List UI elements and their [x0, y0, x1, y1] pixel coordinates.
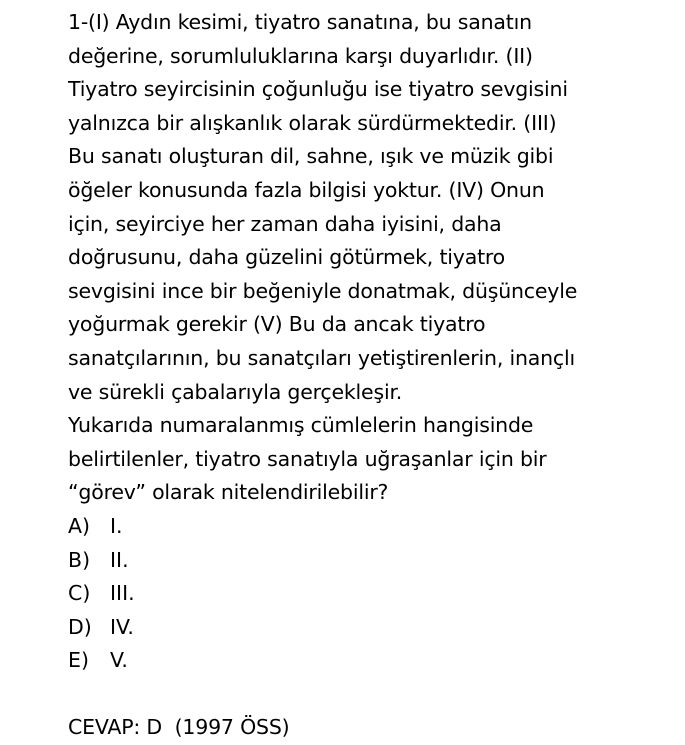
- option-b: [68, 544, 678, 578]
- option-text: IV.: [110, 614, 134, 639]
- option-e: [68, 644, 678, 678]
- option-letter: E): [68, 648, 89, 673]
- answer-key: CEVAP: D (1997 ÖSS): [68, 715, 290, 740]
- option-text: III.: [110, 581, 135, 606]
- question-document: [68, 6, 678, 745]
- question-line: yoğurmak gerekir (V) Bu da ancak tiyatro: [68, 312, 486, 337]
- option-letter: A): [68, 513, 91, 538]
- question-line: yalnızca bir alışkanlık olarak sürdürmektedir. (III): [68, 110, 557, 135]
- option-text: I.: [110, 513, 123, 538]
- blank-line: [68, 678, 678, 712]
- option-letter: D): [68, 614, 92, 639]
- option-letter: C): [68, 581, 91, 606]
- option-d: [68, 611, 678, 645]
- question-line: belirtilenler, tiyatro sanatıyla uğraşanlar için bir: [68, 446, 547, 471]
- option-c: [68, 577, 678, 611]
- answer-options: [68, 510, 678, 678]
- question-line: ve sürekli çabalarıyla gerçekleşir.: [68, 379, 403, 404]
- question-line: Tiyatro seyircisinin çoğunluğu ise tiyatro sevgisini: [68, 77, 568, 102]
- question-line: 1-(I) Aydın kesimi, tiyatro sanatına, bu sanatın: [68, 10, 532, 34]
- question-line: Yukarıda numaralanmış cümlelerin hangisinde: [68, 413, 534, 438]
- question-line: sanatçılarının, bu sanatçıları yetiştirenlerin, inançlı: [68, 345, 575, 370]
- option-text: V.: [110, 648, 128, 673]
- question-line: “görev” olarak nitelendirilebilir?: [68, 480, 389, 505]
- option-text: II.: [110, 547, 129, 572]
- option-a: [68, 510, 678, 544]
- question-line: sevgisini ince bir beğeniyle donatmak, düşünceyle: [68, 278, 578, 303]
- question-line: öğeler konusunda fazla bilgisi yoktur. (IV) Onun: [68, 177, 545, 202]
- question-line: Bu sanatı oluşturan dil, sahne, ışık ve müzik gibi: [68, 144, 554, 169]
- question-line: değerine, sorumluluklarına karşı duyarlıdır. (II): [68, 43, 533, 68]
- option-letter: B): [68, 547, 91, 572]
- question-line: için, seyirciye her zaman daha iyisini, daha: [68, 211, 502, 236]
- question-text: [68, 6, 678, 510]
- question-line: doğrusunu, daha güzelini götürmek, tiyatro: [68, 245, 506, 270]
